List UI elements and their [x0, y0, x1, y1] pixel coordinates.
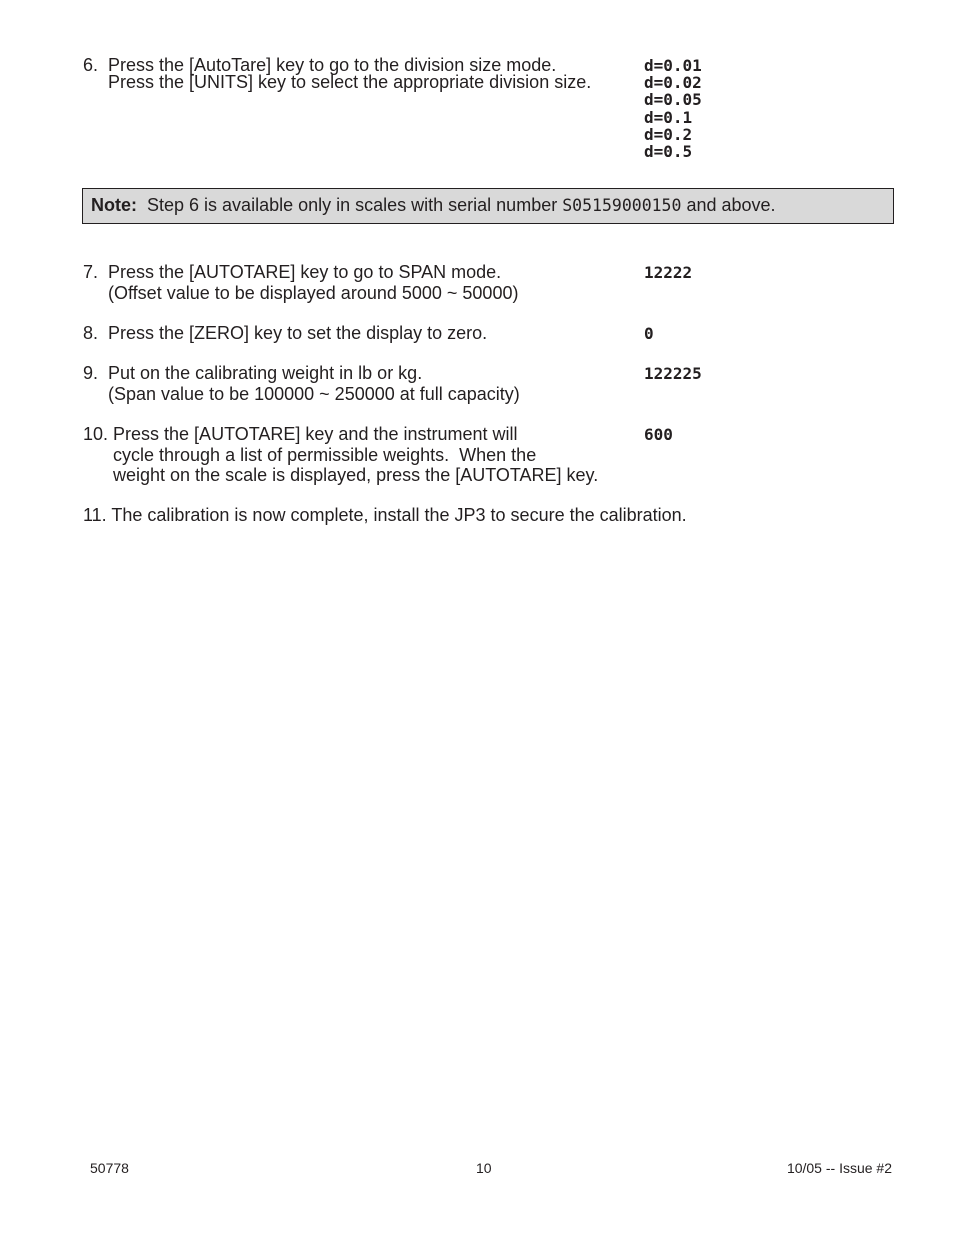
step-9 — [83, 363, 520, 404]
step-8 — [83, 323, 487, 344]
division-value: d=0.02 — [644, 73, 702, 93]
step-6-display-values — [644, 57, 702, 160]
step-10-line-1: 10. Press the [AUTOTARE] key and the instrument will — [83, 424, 518, 444]
step-10-display: 600 — [644, 425, 673, 444]
step-9-line-2: (Span value to be 100000 ~ 250000 at full capacity) — [83, 383, 520, 404]
footer-doc-number: 50778 — [90, 1160, 129, 1176]
step-10 — [83, 424, 598, 486]
step-7-line-1: 7. Press the [AUTOTARE] key to go to SPAN mode. — [83, 262, 502, 282]
note-label: Note: — [91, 195, 137, 215]
step-8-display: 0 — [644, 324, 654, 343]
footer-issue: 10/05 -- Issue #2 — [786, 1160, 892, 1176]
step-7-display: 12222 — [644, 263, 693, 282]
division-value: d=0.01 — [644, 56, 702, 75]
note-serial-number: S05159000150 — [562, 196, 682, 215]
step-10-line-2: cycle through a list of permissible weights. When the — [83, 444, 537, 465]
step-7-line-2: (Offset value to be displayed around 5000 ~ 50000) — [83, 282, 519, 303]
division-value: d=0.05 — [644, 90, 702, 110]
note-text-end: and above. — [681, 195, 776, 215]
division-value: d=0.2 — [644, 124, 693, 144]
step-11 — [83, 505, 687, 526]
division-value: d=0.1 — [644, 107, 693, 127]
step-7 — [83, 262, 518, 303]
step-8-line-1: 8. Press the [ZERO] key to set the display to zero. — [83, 323, 488, 343]
step-6-line-1: 6. Press the [AutoTare] key to go to the division size mode. — [83, 55, 557, 75]
note-box — [82, 188, 894, 224]
footer-page-number: 10 — [476, 1160, 492, 1176]
step-6-line-2: Press the [UNITS] key to select the appropriate division size. — [83, 71, 592, 92]
note-text: Step 6 is available only in scales with serial number — [137, 195, 563, 215]
step-11-line-1: 11. The calibration is now complete, install the JP3 to secure the calibration. — [83, 505, 687, 525]
step-10-line-3: weight on the scale is displayed, press the [AUTOTARE] key. — [83, 465, 599, 485]
step-6 — [83, 55, 591, 92]
step-9-line-1: 9. Put on the calibrating weight in lb or kg. — [83, 363, 423, 383]
division-value: d=0.5 — [644, 142, 693, 162]
step-9-display: 122225 — [644, 364, 702, 383]
